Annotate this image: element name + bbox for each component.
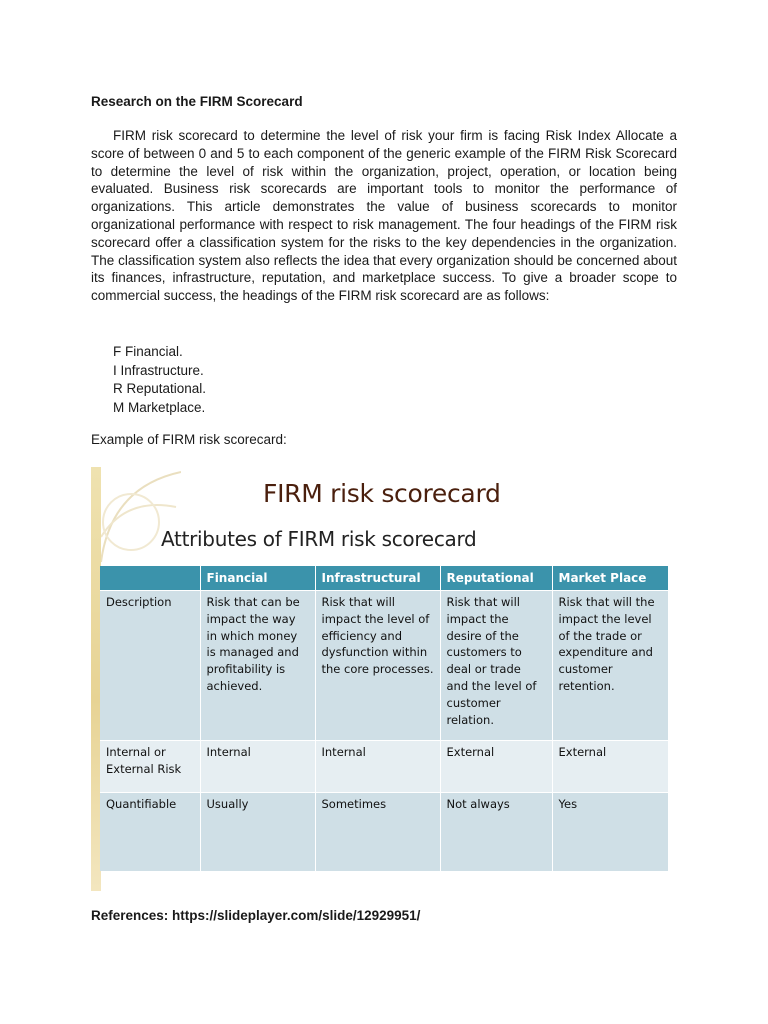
table-cell: Internal <box>200 741 315 793</box>
table-cell: Risk that will impact the desire of the customers to deal or trade and the level of customer relation. <box>440 591 552 741</box>
table-row <box>100 591 668 741</box>
table-cell: Description <box>100 591 200 741</box>
table-cell: Not always <box>440 793 552 872</box>
table-header-cell: Financial <box>200 566 315 591</box>
document-heading: Research on the FIRM Scorecard <box>91 94 303 109</box>
table-header-cell <box>100 566 200 591</box>
table-header-cell: Infrastructural <box>315 566 440 591</box>
references-line: References: https://slideplayer.com/slide/12929951/ <box>91 908 421 923</box>
table-cell: Usually <box>200 793 315 872</box>
table-cell: Quantifiable <box>100 793 200 872</box>
table-cell: Sometimes <box>315 793 440 872</box>
firm-scorecard-table <box>100 566 668 871</box>
list-item: I Infrastructure. <box>113 362 204 378</box>
example-caption: Example of FIRM risk scorecard: <box>91 432 287 447</box>
table-header-cell: Market Place <box>552 566 668 591</box>
table-header-row <box>100 566 668 591</box>
table-row <box>100 741 668 793</box>
slide-subtitle: Attributes of FIRM risk scorecard <box>161 527 477 551</box>
slide-title: FIRM risk scorecard <box>263 479 501 508</box>
table-header-cell: Reputational <box>440 566 552 591</box>
table-row <box>100 793 668 872</box>
table-cell: Internal or External Risk <box>100 741 200 793</box>
slide-decorative-arcs <box>101 467 181 567</box>
table-cell: Yes <box>552 793 668 872</box>
table-cell: Risk that will impact the level of efficiency and dysfunction within the core processes. <box>315 591 440 741</box>
table-cell: External <box>552 741 668 793</box>
table-cell: External <box>440 741 552 793</box>
list-item: R Reputational. <box>113 381 207 396</box>
table-cell: Risk that will the impact the level of the trade or expenditure and customer retention. <box>552 591 668 741</box>
list-item: F Financial. <box>113 344 183 359</box>
table-cell: Risk that can be impact the way in which money is managed and profitability is achieved. <box>200 591 315 741</box>
firm-scorecard-slide-image <box>91 467 668 891</box>
table-cell: Internal <box>315 741 440 793</box>
firm-headings-list <box>113 343 206 417</box>
list-item: M Marketplace. <box>113 399 206 415</box>
intro-paragraph: FIRM risk scorecard to determine the level of risk your firm is facing Risk Index Allocate a score of between 0 and 5 to each component of the generic example of the FIRM Risk Scorecard to determine the level of risk within the organization, project, operation, or location being evaluated. Business risk scorecards are important tools to monitor the performance of organizations. This article demonstrates the value of business scorecards to monitor organizational performance with respect to risk management. The four headings of the FIRM risk scorecard offer a classification system for the risks to the key dependencies in the organization. The classification system also reflects the idea that every organization should be concerned about its finances, infrastructure, reputation, and marketplace success. To give a broader scope to commercial success, the headings of the FIRM risk scorecard are as follows: <box>91 128 677 304</box>
